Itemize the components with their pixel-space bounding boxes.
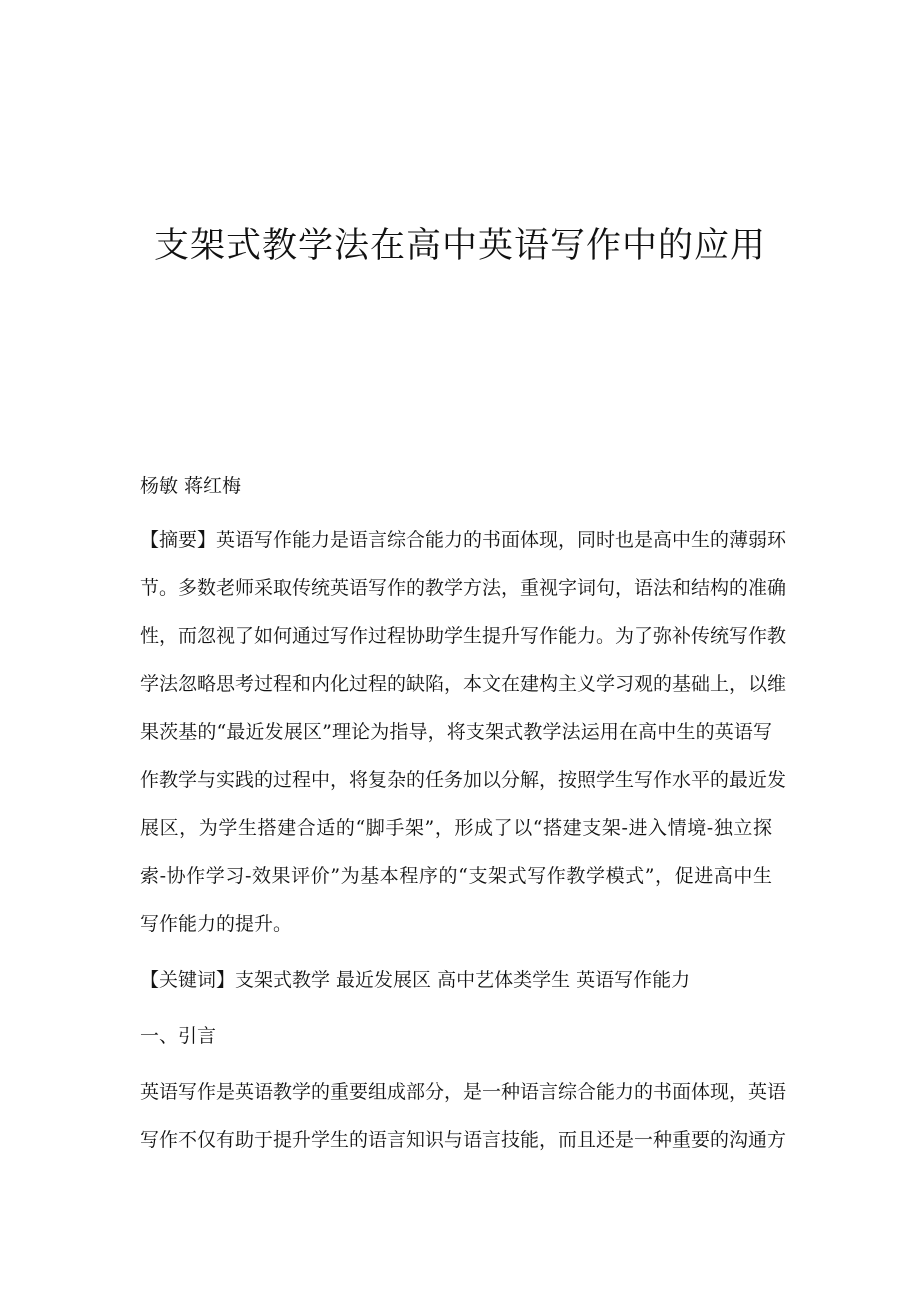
abstract-line: 性，而忽视了如何通过写作过程协助学生提升写作能力。为了弥补传统写作教 xyxy=(140,625,787,647)
keywords: 【关键词】支架式教学 最近发展区 高中艺体类学生 英语写作能力 xyxy=(140,969,691,991)
body-line: 英语写作是英语教学的重要组成部分，是一种语言综合能力的书面体现，英语 xyxy=(140,1081,787,1103)
abstract-line: 作教学与实践的过程中，将复杂的任务加以分解，按照学生写作水平的最近发 xyxy=(140,769,787,791)
abstract-line: 展区，为学生搭建合适的“脚手架”，形成了以“搭建支架-进入情境-独立探 xyxy=(140,817,772,839)
abstract-line: 写作能力的提升。 xyxy=(140,913,293,935)
abstract-line: 索-协作学习-效果评价”为基本程序的“支架式写作教学模式”，促进高中生 xyxy=(140,865,772,887)
abstract-line: 果茨基的“最近发展区”理论为指导，将支架式教学法运用在高中生的英语写 xyxy=(140,721,772,743)
document-title: 支架式教学法在高中英语写作中的应用 xyxy=(153,226,766,266)
body-line: 写作不仅有助于提升学生的语言知识与语言技能，而且还是一种重要的沟通方 xyxy=(140,1129,787,1151)
abstract-line: 【摘要】英语写作能力是语言综合能力的书面体现，同时也是高中生的薄弱环 xyxy=(140,529,787,551)
authors: 杨敏 蒋红梅 xyxy=(140,475,242,497)
abstract-line: 节。多数老师采取传统英语写作的教学方法，重视字词句，语法和结构的准确 xyxy=(140,577,787,599)
abstract-line: 学法忽略思考过程和内化过程的缺陷，本文在建构主义学习观的基础上，以维 xyxy=(140,673,787,695)
section-heading: 一、引言 xyxy=(140,1025,217,1047)
